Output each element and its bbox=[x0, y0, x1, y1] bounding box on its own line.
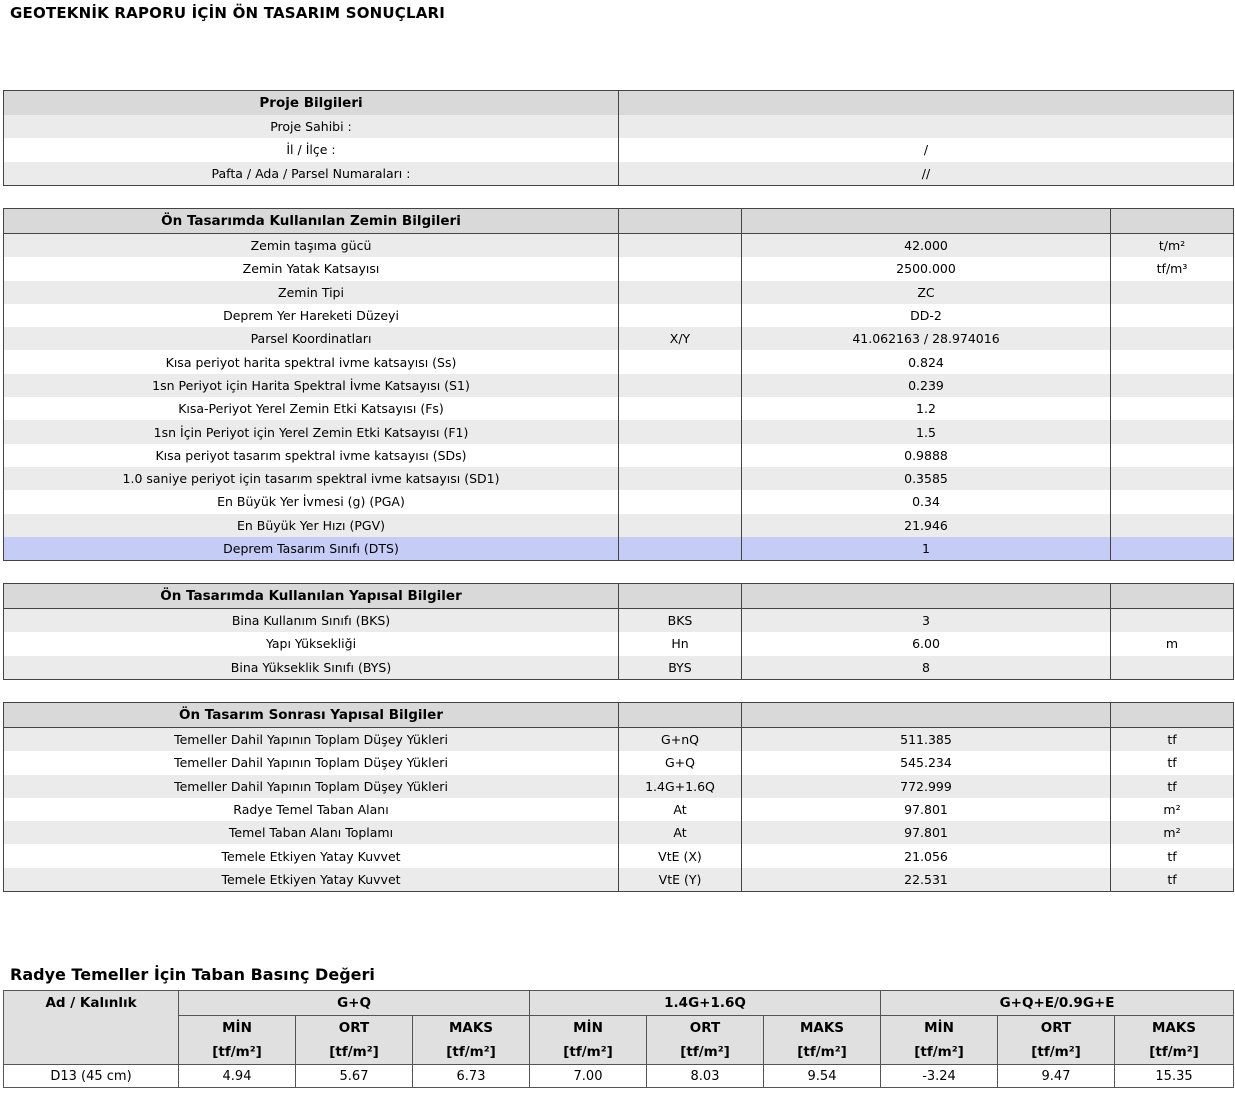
row-value: 0.34 bbox=[742, 490, 1111, 513]
pressure-value: 15.35 bbox=[1115, 1065, 1234, 1088]
row-label: Zemin Yatak Katsayısı bbox=[4, 257, 619, 280]
table-row bbox=[4, 609, 1234, 633]
row-symbol bbox=[619, 234, 742, 258]
table-row bbox=[4, 281, 1234, 304]
row-unit bbox=[1111, 467, 1234, 490]
row-unit bbox=[1111, 350, 1234, 373]
row-label: Temel Taban Alanı Toplamı bbox=[4, 821, 619, 844]
row-symbol bbox=[619, 444, 742, 467]
table-row bbox=[4, 467, 1234, 490]
row-value: 1.2 bbox=[742, 397, 1111, 420]
row-label: Kısa-Periyot Yerel Zemin Etki Katsayısı (Fs) bbox=[4, 397, 619, 420]
row-symbol bbox=[619, 514, 742, 537]
row-symbol bbox=[619, 304, 742, 327]
group-header: 1.4G+1.6Q bbox=[530, 991, 881, 1016]
row-symbol: BKS bbox=[619, 609, 742, 633]
table-row bbox=[4, 327, 1234, 350]
row-label: Zemin Tipi bbox=[4, 281, 619, 304]
pressure-value: -3.24 bbox=[881, 1065, 998, 1088]
unit-header: [tf/m²] bbox=[998, 1040, 1115, 1065]
row-value: 0.239 bbox=[742, 374, 1111, 397]
table-row bbox=[4, 420, 1234, 443]
row-symbol bbox=[619, 350, 742, 373]
row-label: Deprem Tasarım Sınıfı (DTS) bbox=[4, 537, 619, 561]
row-symbol bbox=[619, 467, 742, 490]
row-value: 21.056 bbox=[742, 844, 1111, 867]
row-value: 2500.000 bbox=[742, 257, 1111, 280]
table-row bbox=[4, 490, 1234, 513]
row-unit: tf bbox=[1111, 868, 1234, 892]
row-value: 0.824 bbox=[742, 350, 1111, 373]
table-row bbox=[4, 234, 1234, 258]
row-value: / bbox=[619, 138, 1234, 161]
row-symbol: BYS bbox=[619, 656, 742, 680]
section-header: Ön Tasarımda Kullanılan Zemin Bilgileri bbox=[4, 209, 619, 234]
row-symbol: Hn bbox=[619, 632, 742, 655]
row-label: 1sn Periyot için Harita Spektral İvme Katsayısı (S1) bbox=[4, 374, 619, 397]
pressure-value: 7.00 bbox=[530, 1065, 647, 1088]
row-label: 1.0 saniye periyot için tasarım spektral ivme katsayısı (SD1) bbox=[4, 467, 619, 490]
row-symbol bbox=[619, 281, 742, 304]
row-label: En Büyük Yer İvmesi (g) (PGA) bbox=[4, 490, 619, 513]
table-row bbox=[4, 1065, 1234, 1088]
table-row bbox=[4, 514, 1234, 537]
row-unit bbox=[1111, 420, 1234, 443]
row-value: 41.062163 / 28.974016 bbox=[742, 327, 1111, 350]
row-symbol: At bbox=[619, 798, 742, 821]
row-unit: tf/m³ bbox=[1111, 257, 1234, 280]
table-row bbox=[4, 115, 1234, 138]
proje-bilgileri-table bbox=[3, 90, 1234, 186]
row-unit bbox=[1111, 374, 1234, 397]
row-unit bbox=[1111, 444, 1234, 467]
table-row bbox=[4, 138, 1234, 161]
row-symbol bbox=[619, 420, 742, 443]
unit-header: [tf/m²] bbox=[296, 1040, 413, 1065]
row-unit bbox=[1111, 514, 1234, 537]
sub-header: ORT bbox=[296, 1016, 413, 1041]
row-value: 97.801 bbox=[742, 798, 1111, 821]
unit-header: [tf/m²] bbox=[1115, 1040, 1234, 1065]
table-row bbox=[4, 656, 1234, 680]
sub-header: MİN bbox=[881, 1016, 998, 1041]
row-unit bbox=[1111, 609, 1234, 633]
table-row bbox=[4, 632, 1234, 655]
row-value: 42.000 bbox=[742, 234, 1111, 258]
row-label: Kısa periyot tasarım spektral ivme katsayısı (SDs) bbox=[4, 444, 619, 467]
unit-header: [tf/m²] bbox=[413, 1040, 530, 1065]
taban-basinc-table bbox=[3, 990, 1234, 1088]
unit-header: [tf/m²] bbox=[530, 1040, 647, 1065]
section-header: Ön Tasarımda Kullanılan Yapısal Bilgiler bbox=[4, 584, 619, 609]
table-row bbox=[4, 728, 1234, 752]
sub-header: ORT bbox=[647, 1016, 764, 1041]
row-label: Kısa periyot harita spektral ivme katsayısı (Ss) bbox=[4, 350, 619, 373]
on-tasarim-sonrasi-table bbox=[3, 702, 1234, 892]
row-unit: tf bbox=[1111, 728, 1234, 752]
row-value: 511.385 bbox=[742, 728, 1111, 752]
unit-header: [tf/m²] bbox=[179, 1040, 296, 1065]
table-row bbox=[4, 537, 1234, 561]
row-unit: tf bbox=[1111, 844, 1234, 867]
row-value: 545.234 bbox=[742, 751, 1111, 774]
table-row bbox=[4, 350, 1234, 373]
table-row bbox=[4, 397, 1234, 420]
unit-header: [tf/m²] bbox=[647, 1040, 764, 1065]
row-label: Bina Yükseklik Sınıfı (BYS) bbox=[4, 656, 619, 680]
table-row bbox=[4, 257, 1234, 280]
row-label: Temele Etkiyen Yatay Kuvvet bbox=[4, 868, 619, 892]
row-label: Parsel Koordinatları bbox=[4, 327, 619, 350]
row-value bbox=[619, 115, 1234, 138]
row-value: DD-2 bbox=[742, 304, 1111, 327]
row-unit bbox=[1111, 490, 1234, 513]
row-label: Yapı Yüksekliği bbox=[4, 632, 619, 655]
table-row bbox=[4, 304, 1234, 327]
row-unit: tf bbox=[1111, 775, 1234, 798]
row-label: Proje Sahibi : bbox=[4, 115, 619, 138]
table-header-row bbox=[4, 703, 1234, 728]
pressure-value: 9.47 bbox=[998, 1065, 1115, 1088]
row-value: 97.801 bbox=[742, 821, 1111, 844]
row-value: 21.946 bbox=[742, 514, 1111, 537]
section-header: Ön Tasarım Sonrası Yapısal Bilgiler bbox=[4, 703, 619, 728]
row-symbol: VtE (X) bbox=[619, 844, 742, 867]
section-header: Proje Bilgileri bbox=[4, 91, 619, 116]
table-row bbox=[4, 775, 1234, 798]
row-unit bbox=[1111, 304, 1234, 327]
table-row bbox=[4, 751, 1234, 774]
row-value: // bbox=[619, 162, 1234, 186]
row-value: 3 bbox=[742, 609, 1111, 633]
table-row bbox=[4, 821, 1234, 844]
row-name: D13 (45 cm) bbox=[4, 1065, 179, 1088]
sub-header: MİN bbox=[179, 1016, 296, 1041]
table-header-row bbox=[4, 584, 1234, 609]
unit-header: [tf/m²] bbox=[881, 1040, 998, 1065]
row-symbol bbox=[619, 397, 742, 420]
pressure-value: 4.94 bbox=[179, 1065, 296, 1088]
row-unit bbox=[1111, 281, 1234, 304]
radye-section-title: Radye Temeller İçin Taban Basınç Değeri bbox=[10, 965, 375, 984]
row-value: 1.5 bbox=[742, 420, 1111, 443]
row-label: En Büyük Yer Hızı (PGV) bbox=[4, 514, 619, 537]
row-label: Zemin taşıma gücü bbox=[4, 234, 619, 258]
unit-header-row bbox=[4, 1040, 1234, 1065]
row-value: 6.00 bbox=[742, 632, 1111, 655]
yapisal-bilgiler-table bbox=[3, 583, 1234, 680]
group-header: G+Q+E/0.9G+E bbox=[881, 991, 1234, 1016]
table-header-row bbox=[4, 91, 1234, 116]
row-symbol bbox=[619, 537, 742, 561]
row-symbol bbox=[619, 374, 742, 397]
row-symbol bbox=[619, 490, 742, 513]
row-label: Radye Temel Taban Alanı bbox=[4, 798, 619, 821]
row-unit: m bbox=[1111, 632, 1234, 655]
table-row bbox=[4, 844, 1234, 867]
row-label: Bina Kullanım Sınıfı (BKS) bbox=[4, 609, 619, 633]
row-symbol: G+Q bbox=[619, 751, 742, 774]
table-row bbox=[4, 868, 1234, 892]
row-unit: t/m² bbox=[1111, 234, 1234, 258]
table-header-row bbox=[4, 209, 1234, 234]
group-header-row bbox=[4, 991, 1234, 1016]
row-symbol: At bbox=[619, 821, 742, 844]
row-label: Deprem Yer Hareketi Düzeyi bbox=[4, 304, 619, 327]
row-unit: tf bbox=[1111, 751, 1234, 774]
row-value: 8 bbox=[742, 656, 1111, 680]
page-title: GEOTEKNİK RAPORU İÇİN ÖN TASARIM SONUÇLARI bbox=[10, 4, 446, 22]
row-unit bbox=[1111, 327, 1234, 350]
row-label: 1sn İçin Periyot için Yerel Zemin Etki Katsayısı (F1) bbox=[4, 420, 619, 443]
pressure-value: 8.03 bbox=[647, 1065, 764, 1088]
row-label: Pafta / Ada / Parsel Numaraları : bbox=[4, 162, 619, 186]
zemin-bilgileri-table bbox=[3, 208, 1234, 561]
row-value: 22.531 bbox=[742, 868, 1111, 892]
row-value: 1 bbox=[742, 537, 1111, 561]
group-header: G+Q bbox=[179, 991, 530, 1016]
sub-header: MİN bbox=[530, 1016, 647, 1041]
sub-header: MAKS bbox=[764, 1016, 881, 1041]
table-row bbox=[4, 798, 1234, 821]
row-unit bbox=[1111, 537, 1234, 561]
row-label: İl / İlçe : bbox=[4, 138, 619, 161]
sub-header: MAKS bbox=[413, 1016, 530, 1041]
row-symbol: 1.4G+1.6Q bbox=[619, 775, 742, 798]
row-symbol: G+nQ bbox=[619, 728, 742, 752]
sub-header: ORT bbox=[998, 1016, 1115, 1041]
row-label: Temeller Dahil Yapının Toplam Düşey Yükleri bbox=[4, 775, 619, 798]
row-label: Temeller Dahil Yapının Toplam Düşey Yükleri bbox=[4, 728, 619, 752]
ad-kalinlik-header: Ad / Kalınlık bbox=[4, 991, 179, 1065]
sub-header-row bbox=[4, 1016, 1234, 1041]
row-value: 0.3585 bbox=[742, 467, 1111, 490]
row-label: Temeller Dahil Yapının Toplam Düşey Yükleri bbox=[4, 751, 619, 774]
table-row bbox=[4, 444, 1234, 467]
row-unit bbox=[1111, 397, 1234, 420]
row-unit: m² bbox=[1111, 821, 1234, 844]
sub-header: MAKS bbox=[1115, 1016, 1234, 1041]
row-unit bbox=[1111, 656, 1234, 680]
row-value: 772.999 bbox=[742, 775, 1111, 798]
row-label: Temele Etkiyen Yatay Kuvvet bbox=[4, 844, 619, 867]
table-row bbox=[4, 162, 1234, 186]
pressure-value: 9.54 bbox=[764, 1065, 881, 1088]
table-row bbox=[4, 374, 1234, 397]
pressure-value: 5.67 bbox=[296, 1065, 413, 1088]
row-symbol: VtE (Y) bbox=[619, 868, 742, 892]
pressure-value: 6.73 bbox=[413, 1065, 530, 1088]
row-value: ZC bbox=[742, 281, 1111, 304]
row-value: 0.9888 bbox=[742, 444, 1111, 467]
unit-header: [tf/m²] bbox=[764, 1040, 881, 1065]
row-symbol: X/Y bbox=[619, 327, 742, 350]
row-unit: m² bbox=[1111, 798, 1234, 821]
row-symbol bbox=[619, 257, 742, 280]
